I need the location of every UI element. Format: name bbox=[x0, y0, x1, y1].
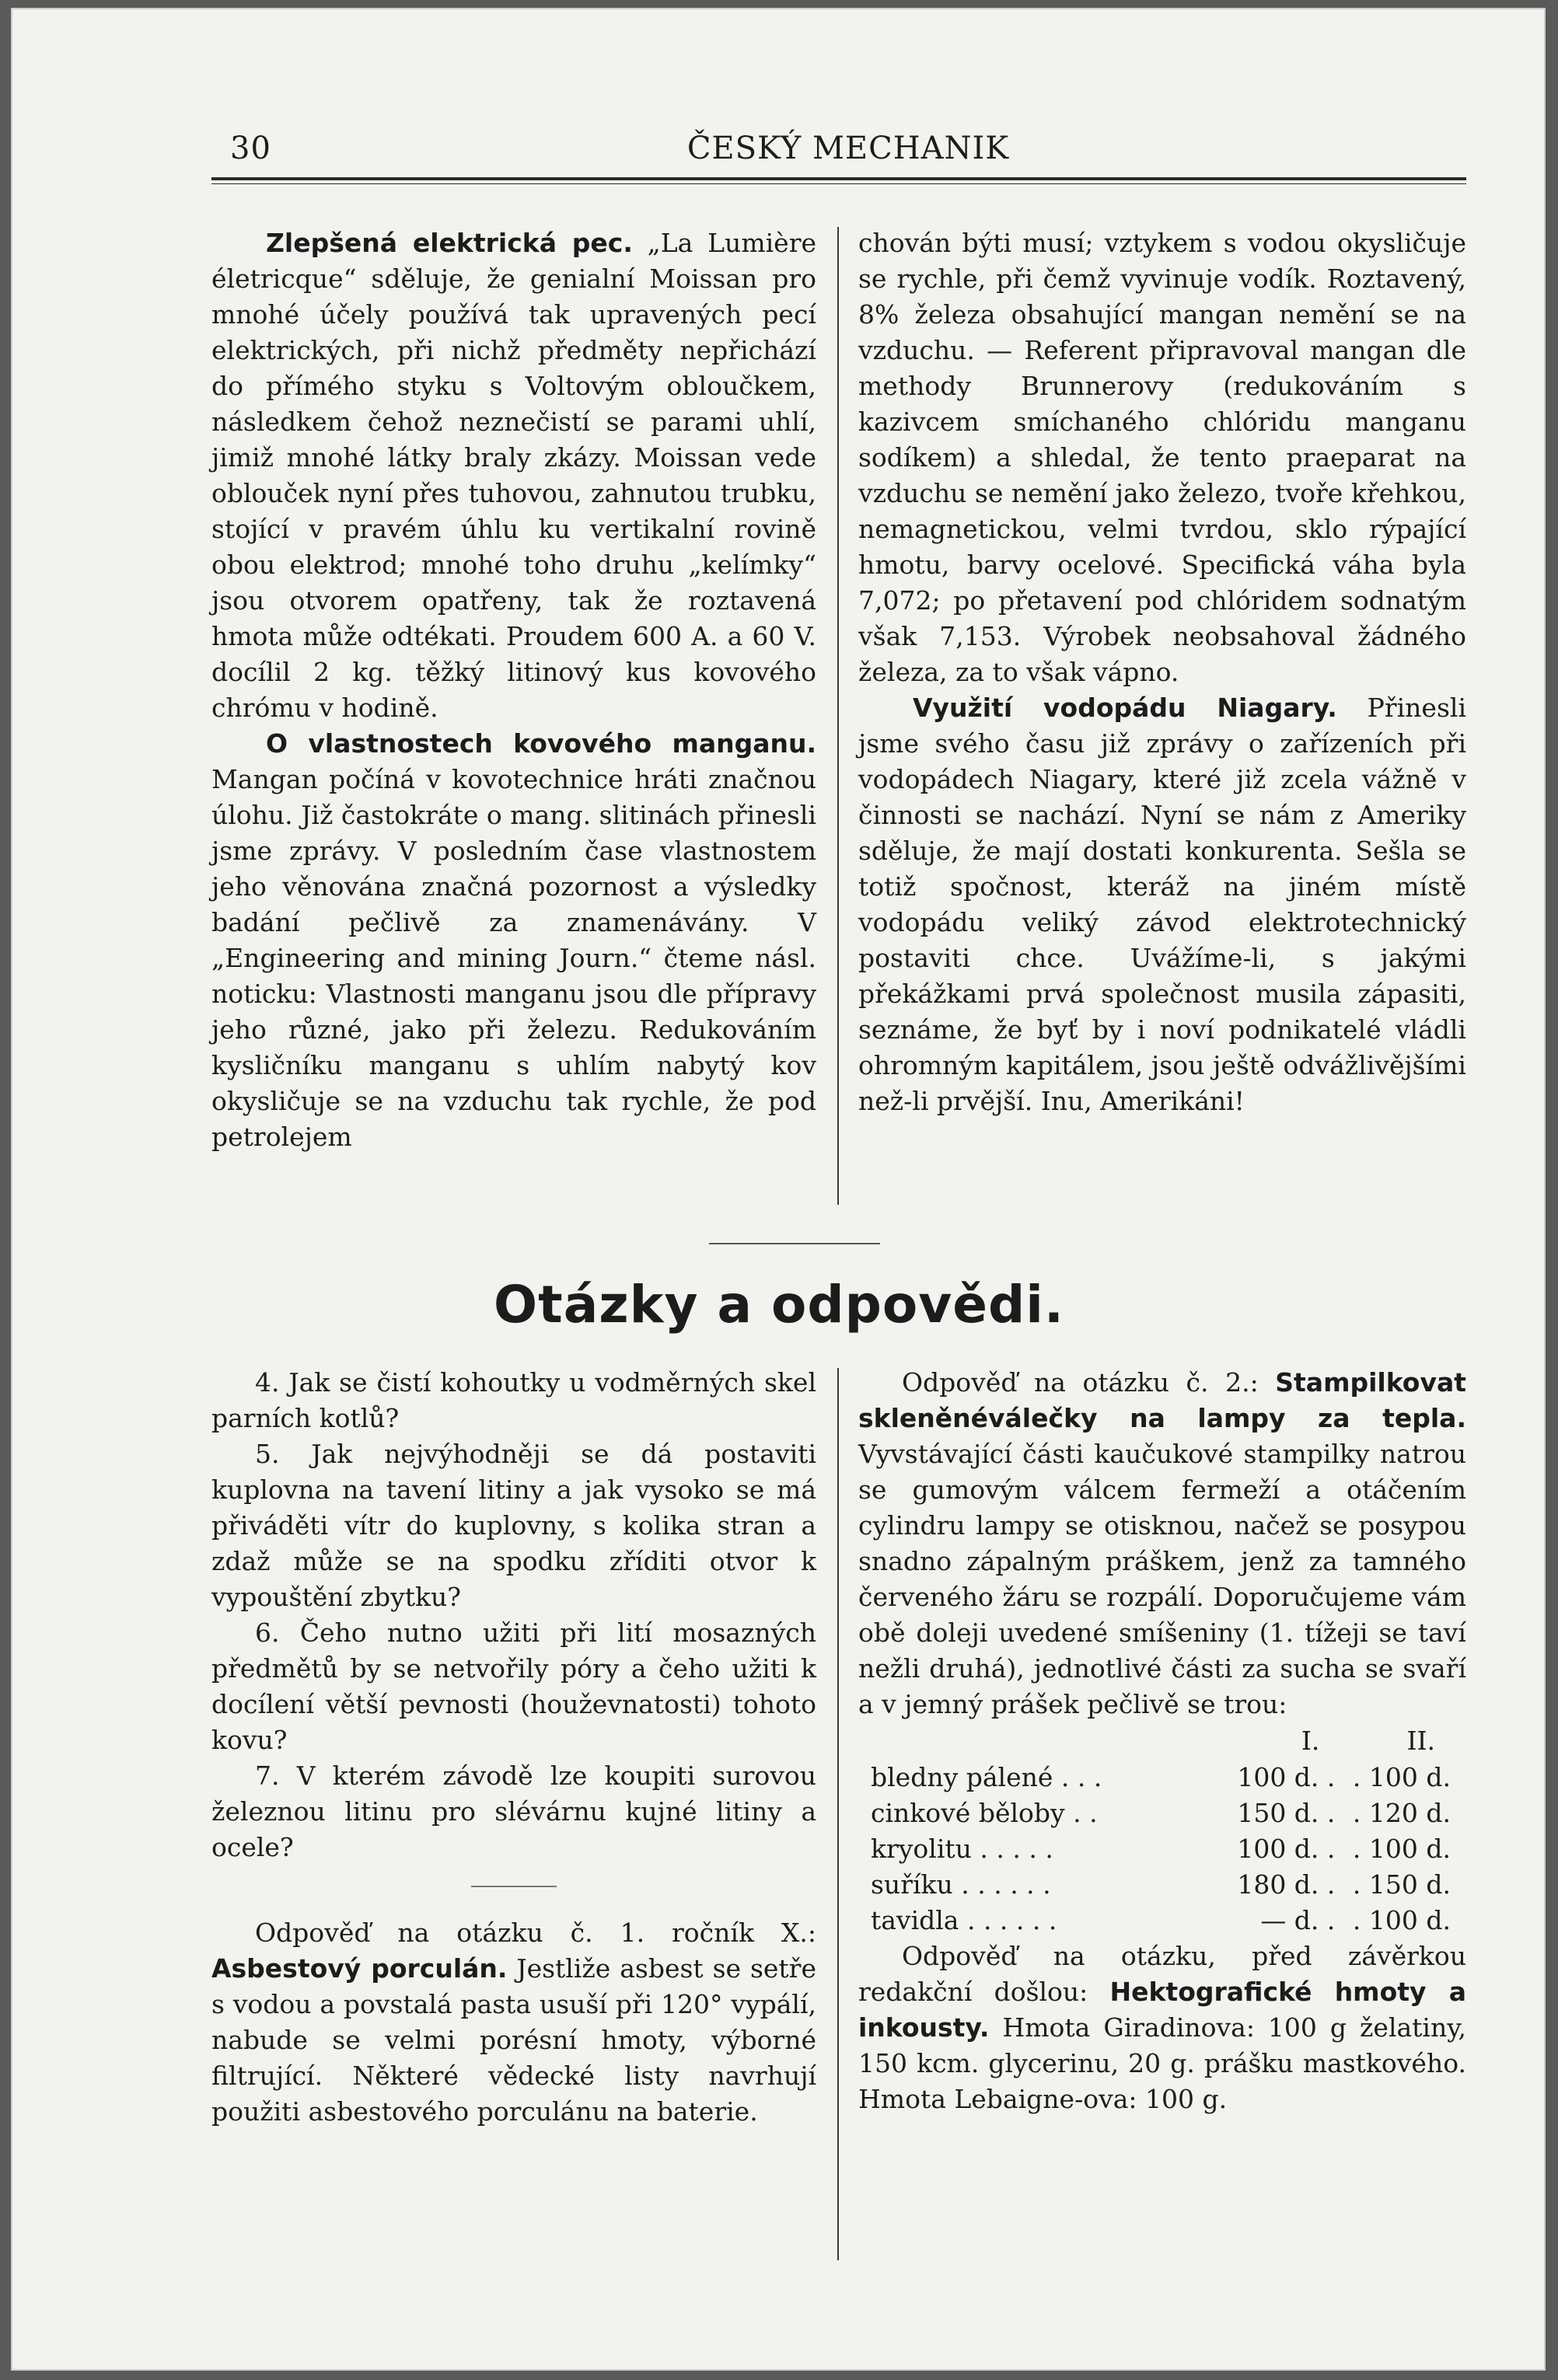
answer-1-title: Asbestový porculán. bbox=[211, 1953, 508, 1984]
answer-3 bbox=[858, 1939, 1466, 2117]
question-5: 5. Jak nejvýhodněji se dá postaviti kuplovna na tavení litiny a jak vysoko se má přiváděti vítr do kuplovny, s kolika stran a zdaž může se na spodku zříditi otvor k vypouštění zbytku? bbox=[211, 1439, 816, 1612]
mixture-table bbox=[858, 1722, 1466, 1939]
answer-2-title: Stampilkovat skleněnéválečky na lampy za tepla. bbox=[858, 1367, 1466, 1433]
short-divider bbox=[471, 1886, 557, 1887]
mixture-value-1: — d. . bbox=[1260, 1905, 1336, 1935]
mixture-value-1: 180 d. . bbox=[1237, 1869, 1336, 1900]
page-number: 30 bbox=[230, 131, 271, 166]
section-heading: Otázky a odpovědi. bbox=[494, 1275, 1064, 1335]
answer-3-intro: Odpověď na otázku, před závěrkou redakční došlou: bbox=[858, 1941, 1466, 2007]
questions-column bbox=[211, 1365, 816, 2130]
article-pec-title: Zlepšená elektrická pec. bbox=[266, 228, 633, 258]
mixture-value-2: . 100 d. bbox=[1352, 1834, 1451, 1864]
column-divider-top bbox=[837, 227, 839, 1205]
mixture-ingredient: bledny pálené . . . bbox=[871, 1762, 1102, 1792]
mixture-ingredient: suříku . . . . . . bbox=[871, 1869, 1051, 1900]
question-7: 7. V kterém závodě lze koupiti surovou železnou litinu pro slévárnu kujné litiny a ocele? bbox=[211, 1761, 816, 1862]
article-mangan-continued: chován býti musí; vztykem s vodou okysličuje se rychle, při čemž vyvinuje vodík. Roztavený, 8% železa obsahující mangan nemění se na vzduchu. — Referent připravoval mangan dle methody Brunnerovy (redukováním s kazivcem smíchaného chlóridu manganu sodíkem) a shledal, že tento praeparat na vzduchu se nemění jako železo, tvoře křehkou, nemagnetickou, velmi tvrdou, sklo rýpající hmotu, barvy ocelové. Specifická váha byla 7,072; po přetavení pod chlóridem sodnatým však 7,153. Výrobek neobsahoval žádného železa, za to však vápno. bbox=[858, 228, 1466, 687]
page-header bbox=[230, 131, 1466, 174]
mixture-value-2: . 150 d. bbox=[1352, 1869, 1451, 1900]
mixture-col-1: I. bbox=[1301, 1726, 1320, 1756]
table-row bbox=[858, 1831, 1466, 1867]
header-rule bbox=[211, 177, 1466, 180]
column-divider-bottom bbox=[837, 1368, 839, 2260]
question-4: 4. Jak se čistí kohoutky u vodměrných skel parních kotlů? bbox=[211, 1367, 816, 1433]
mixture-col-2: II. bbox=[1406, 1726, 1435, 1756]
question-6: 6. Čeho nutno užiti při lití mosazných předmětů by se netvořily póry a čeho užiti k docílení větší pevnosti (houževnatosti) tohoto kovu? bbox=[211, 1617, 816, 1755]
mixture-value-2: . 120 d. bbox=[1352, 1798, 1451, 1828]
table-row bbox=[858, 1795, 1466, 1831]
mixture-value-1: 150 d. . bbox=[1237, 1798, 1336, 1828]
mixture-value-2: . 100 d. bbox=[1352, 1905, 1451, 1935]
answers-column bbox=[858, 1365, 1466, 2117]
journal-title: ČESKÝ MECHANIK bbox=[686, 131, 1010, 166]
mixture-value-2: . 100 d. bbox=[1352, 1762, 1451, 1792]
answer-1 bbox=[211, 1915, 816, 2130]
answer-2-intro: Odpověď na otázku č. 2.: bbox=[902, 1367, 1259, 1398]
mixture-ingredient: kryolitu . . . . . bbox=[871, 1834, 1053, 1864]
mixture-value-1: 100 d. . bbox=[1237, 1762, 1336, 1792]
table-row bbox=[858, 1760, 1466, 1795]
mixture-value-1: 100 d. . bbox=[1237, 1834, 1336, 1864]
answer-1-text: Jestliže asbest se setře s vodou a povstalá pasta usuší při 120° vypálí, nabude se velmi porésní hmoty, výborné filtrující. Některé vědecké listy navrhují použiti asbestového porculánu na baterie. bbox=[211, 1953, 816, 2127]
table-row bbox=[858, 1903, 1466, 1939]
answer-2 bbox=[858, 1365, 1466, 1722]
article-mangan bbox=[211, 726, 816, 1155]
article-mangan-text: Mangan počíná v kovotechnice hráti značnou úlohu. Již častokráte o mang. slitinách přinesli jsme zprávy. V posledním čase vlastnostem jeho věnována značná pozornost a výsledky badání pečlivě za znamenávány. V „Engineering and mining Journ.“ čteme násl. noticku: Vlastnosti manganu jsou dle přípravy jeho různé, jako při železu. Redukováním kysličníku manganu s uhlím nabytý kov okysličuje se na vzduchu tak rychle, že pod petrolejem bbox=[211, 764, 816, 1152]
table-row bbox=[858, 1867, 1466, 1903]
answer-1-intro: Odpověď na otázku č. 1. ročník X.: bbox=[255, 1918, 816, 1948]
answer-3-title: Hektografické hmoty a inkousty. bbox=[858, 1977, 1466, 2043]
answer-2-text: Vyvstávající části kaučukové stampilky natrou se gumovým válcem fermeží a otáčením cylindru lampy se otisknou, načež se posypou snadno zápalným práškem, jenž za tamného červeného žáru se rozpálí. Doporučujeme vám obě doleji uvedené smíšeniny (1. tížeji se taví nežli druhá), jednotlivé části za sucha se svaří a v jemný prášek pečlivě se trou: bbox=[858, 1439, 1466, 1719]
article-mangan-title: O vlastnostech kovového manganu. bbox=[266, 728, 816, 759]
article-pec-text: „La Lumière életricque“ sděluje, že genialní Moissan pro mnohé účely používá tak upravených pecí elektrických, při nichž předměty nepřichází do přímého styku s Voltovým obloučkem, následkem čehož neznečistí se parami uhlí, jimiž mnohé látky braly zkázy. Moissan vede oblouček nyní přes tuhovou, zahnutou trubku, stojící v pravém úhlu ku vertikalní rovině obou elektrod; mnohé toho druhu „kelímky“ jsou otvorem opatřeny, tak že roztavená hmota může odtékati. Proudem 600 A. a 60 V. docílil 2 kg. těžký litinový kus kovového chrómu v hodině. bbox=[211, 228, 816, 723]
mixture-ingredient: tavidla . . . . . . bbox=[871, 1905, 1057, 1935]
header-rule-thin bbox=[211, 183, 1466, 184]
article-niagara-text: Přinesli jsme svého času již zprávy o zařízeních při vodopádech Niagary, které již zcela vážně v činnosti se nachází. Nyní se nám z Ameriky sděluje, že mají dostati konkurenta. Sešla se totiž spočnost, kteráž na jiném místě vodopádu veliký závod elektrotechnický postaviti chce. Uvážíme-li, s jakými překážkami prvá společnost musila zápasiti, seznáme, že byť by i noví podnikatelé vládli ohromným kapitálem, jsou ještě odvážlivějšími než-li prvější. Inu, Amerikáni! bbox=[858, 693, 1466, 1116]
mixture-ingredient: cinkové běloby . . bbox=[871, 1798, 1098, 1828]
answer-3-text: Hmota Giradinova: 100 g želatiny, 150 kcm. glycerinu, 20 g. prášku mastkového. Hmota Lebaigne-ova: 100 g. bbox=[858, 2012, 1466, 2114]
article-niagara-title: Využití vodopádu Niagary. bbox=[913, 693, 1337, 723]
mixture-table-header bbox=[858, 1722, 1466, 1760]
article-niagara bbox=[858, 690, 1466, 1119]
section-divider bbox=[709, 1243, 880, 1244]
top-right-column bbox=[858, 225, 1466, 1119]
article-pec bbox=[211, 225, 816, 726]
top-left-column bbox=[211, 225, 816, 1155]
